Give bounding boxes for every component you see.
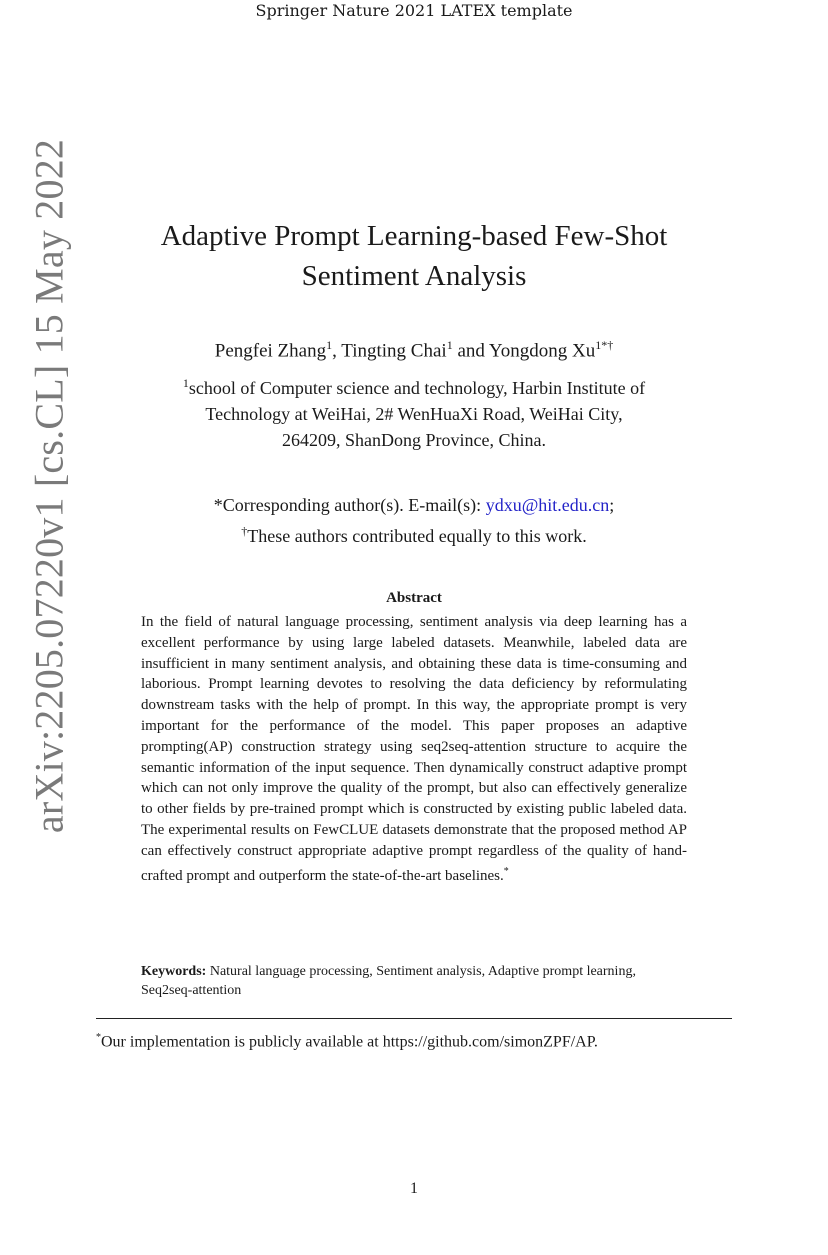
email-link[interactable]: ydxu@hit.edu.cn (485, 495, 610, 515)
affiliation-line-2: Technology at WeiHai, 2# WenHuaXi Road, WeiHai City, (205, 404, 623, 424)
author-affiliation-mark: 1 (446, 338, 453, 352)
abstract-body (141, 612, 687, 886)
affiliation-line-3: 264209, ShanDong Province, China. (282, 430, 546, 450)
title-line-1: Adaptive Prompt Learning-based Few-Shot (160, 220, 668, 252)
paper-title (80, 216, 748, 296)
title-line-2: Sentiment Analysis (301, 260, 527, 292)
dagger-mark: † (241, 524, 248, 538)
arxiv-side-stamp (26, 138, 72, 834)
correspondence-note (80, 492, 748, 549)
affiliation (110, 370, 718, 453)
affiliation-mark: 1 (182, 376, 189, 390)
author-separator: , (332, 340, 342, 362)
author-name: Pengfei Zhang (214, 340, 327, 362)
footnote-text: Our implementation is publicly available at https://github.com/simonZPF/AP. (101, 1033, 598, 1051)
author-separator: and (452, 340, 489, 362)
keywords-label: Keywords: (141, 964, 207, 979)
author-name: Yongdong Xu (488, 340, 596, 362)
author-name: Tingting Chai (341, 340, 447, 362)
footnote-mark: * (96, 1032, 101, 1043)
footnote-rule (96, 1018, 732, 1019)
abstract-text: In the field of natural language processing, sentiment analysis via deep learning has a excellent performance by using large labeled datasets. Meanwhile, labeled data are insufficient in many sentiment analysis, and obtaining these data is time-consuming and laborious. Prompt learning devotes to resolving the data deficiency by reformulating downstream tasks with the help of prompt. In this way, the appropriate prompt is very important for the performance of the model. This paper proposes an adaptive prompting(AP) construction strategy using seq2seq-attention structure to acquire the semantic information of the input sequence. Then dynamically construct adaptive prompt which can not only improve the quality of the prompt, but also can effectively generalize to other fields by pre-trained prompt which is constructed by existing public labeled data. The experimental results on FewCLUE datasets demonstrate that the proposed method AP can effectively construct appropriate adaptive prompt regardless of the quality of hand-crafted prompt and outperform the state-of-the-art baselines. (141, 614, 687, 884)
arxiv-identifier: arXiv:2205.07220v1 [cs.CL] 15 May 2022 (26, 138, 72, 834)
author-list (80, 331, 748, 365)
footnote (96, 1027, 736, 1053)
running-header: Springer Nature 2021 LATEX template (255, 1, 573, 20)
abstract-heading: Abstract (386, 590, 442, 606)
keywords-text: Natural language processing, Sentiment analysis, Adaptive prompt learning, Seq2seq-attention (141, 964, 636, 998)
author-affiliation-mark: 1*† (595, 338, 614, 352)
author-affiliation-mark: 1 (326, 338, 333, 352)
affiliation-line-1: $^1$school of Computer science and technology, Harbin Institute of (182, 376, 646, 398)
equal-contribution-line: †These authors contributed equally to this work. (241, 524, 587, 546)
keywords (141, 962, 687, 1000)
footnote-mark: * (503, 865, 509, 877)
corresponding-author-line: *Corresponding author(s). E-mail(s): ydxu@hit.edu.cn; (213, 495, 615, 515)
page-number: 1 (410, 1180, 418, 1197)
